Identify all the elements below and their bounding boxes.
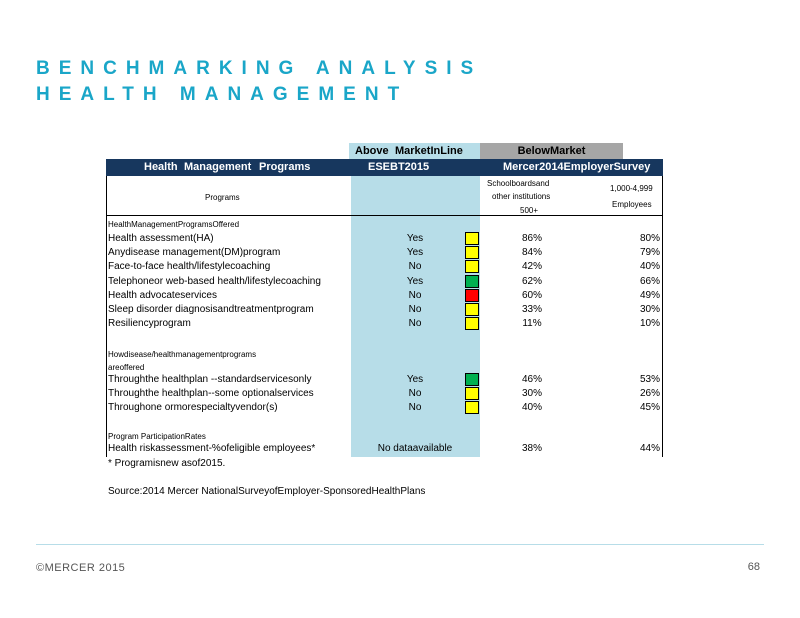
row-label: Face-to-face health/lifestylecoaching xyxy=(108,261,271,272)
row-label: Resiliencyprogram xyxy=(108,318,191,329)
row-label: Anydisease management(DM)program xyxy=(108,247,281,258)
status-indicator-yellow xyxy=(465,260,479,273)
row-label: Throughone ormorespecialtyvendor(s) xyxy=(108,402,278,413)
row-answer: No xyxy=(408,318,422,329)
header-programs-1: Health xyxy=(144,161,178,173)
row-value-employers: 30% xyxy=(639,304,660,315)
table-border-right xyxy=(662,176,663,457)
row-value-schools: 86% xyxy=(521,233,542,244)
row-answer: No xyxy=(408,290,422,301)
row-value-schools: 84% xyxy=(521,247,542,258)
row-value-employers: 53% xyxy=(639,374,660,385)
row-value-employers: 49% xyxy=(639,290,660,301)
legend-above-inline xyxy=(349,143,480,159)
row-label: Telephoneor web-based health/lifestylecoaching xyxy=(108,276,321,287)
page-title-line1: BENCHMARKING ANALYSIS xyxy=(36,58,483,79)
status-indicator-yellow xyxy=(465,387,479,400)
row-answer: No dataavailable xyxy=(377,443,453,454)
row-value-schools: 60% xyxy=(521,290,542,301)
section-title: Howdisease/healthmanagementprograms xyxy=(108,350,257,359)
row-value-schools: 62% xyxy=(521,276,542,287)
row-answer: Yes xyxy=(406,233,424,244)
row-answer: Yes xyxy=(406,247,424,258)
status-indicator-yellow xyxy=(465,246,479,259)
subheader-programs: Programs xyxy=(205,193,240,202)
table-border-left xyxy=(106,176,107,457)
row-answer: No xyxy=(408,402,422,413)
row-value-schools: 33% xyxy=(521,304,542,315)
legend-inline: MarketInLine xyxy=(395,145,463,157)
status-indicator-yellow xyxy=(465,401,479,414)
row-value-employers: 44% xyxy=(639,443,660,454)
header-mercer: Mercer2014EmployerSurvey xyxy=(503,161,651,173)
subheader-divider xyxy=(106,215,663,216)
row-value-schools: 38% xyxy=(521,443,542,454)
row-label: Health advocateservices xyxy=(108,290,217,301)
subheader-col2-line3: 500+ xyxy=(520,206,539,215)
row-value-schools: 40% xyxy=(521,402,542,413)
source-note: Source:2014 Mercer NationalSurveyofEmployer-SponsoredHealthPlans xyxy=(108,486,426,497)
header-programs-3: Programs xyxy=(259,161,311,173)
header-eseb: ESEBT2015 xyxy=(368,161,430,173)
row-value-employers: 45% xyxy=(639,402,660,413)
row-value-employers: 79% xyxy=(639,247,660,258)
row-label: Health riskassessment-%ofeligible employees* xyxy=(108,443,316,454)
page-number: 68 xyxy=(747,561,760,573)
subheader-col2-line2: other institutions xyxy=(492,192,551,201)
row-answer: No xyxy=(408,388,422,399)
footer-divider xyxy=(36,544,764,545)
status-indicator-yellow xyxy=(465,232,479,245)
status-indicator-green xyxy=(465,373,479,386)
eseb-column-bg xyxy=(351,176,480,457)
subheader-col2-line1: Schoolboardsand xyxy=(487,179,550,188)
section-title-line2: areoffered xyxy=(108,363,145,372)
row-answer: Yes xyxy=(406,374,424,385)
row-value-employers: 40% xyxy=(639,261,660,272)
status-indicator-red xyxy=(465,289,479,302)
footnote: * Programisnew asof2015. xyxy=(108,458,226,469)
row-answer: Yes xyxy=(406,276,424,287)
row-value-employers: 66% xyxy=(639,276,660,287)
status-indicator-green xyxy=(465,275,479,288)
row-value-schools: 11% xyxy=(522,318,542,329)
row-value-employers: 10% xyxy=(639,318,660,329)
legend-below xyxy=(480,143,623,159)
page-title-line2: HEALTH MANAGEMENT xyxy=(36,84,409,105)
subheader-col3-line2: Employees xyxy=(612,200,652,209)
row-label: Health assessment(HA) xyxy=(108,233,214,244)
row-label: Throughthe healthplan --standardservicesonly xyxy=(108,374,312,385)
row-value-employers: 26% xyxy=(639,388,660,399)
legend-below-label: BelowMarket xyxy=(517,145,586,157)
row-label: Throughthe healthplan--some optionalservices xyxy=(108,388,314,399)
row-label: Sleep disorder diagnosisandtreatmentprogram xyxy=(108,304,314,315)
row-value-schools: 42% xyxy=(521,261,542,272)
section-title: HealthManagementProgramsOffered xyxy=(108,220,240,229)
legend-above: Above xyxy=(355,145,389,157)
table-header xyxy=(106,159,663,176)
status-indicator-yellow xyxy=(465,317,479,330)
copyright: ©MERCER 2015 xyxy=(36,562,126,574)
row-value-schools: 30% xyxy=(521,388,542,399)
subheader-col3-line1: 1,000-4,999 xyxy=(610,184,653,193)
status-indicator-yellow xyxy=(465,303,479,316)
row-answer: No xyxy=(408,261,422,272)
row-answer: No xyxy=(408,304,422,315)
section-title: Program ParticipationRates xyxy=(108,432,206,441)
header-programs-2: Management xyxy=(184,161,252,173)
row-value-employers: 80% xyxy=(639,233,660,244)
row-value-schools: 46% xyxy=(521,374,542,385)
